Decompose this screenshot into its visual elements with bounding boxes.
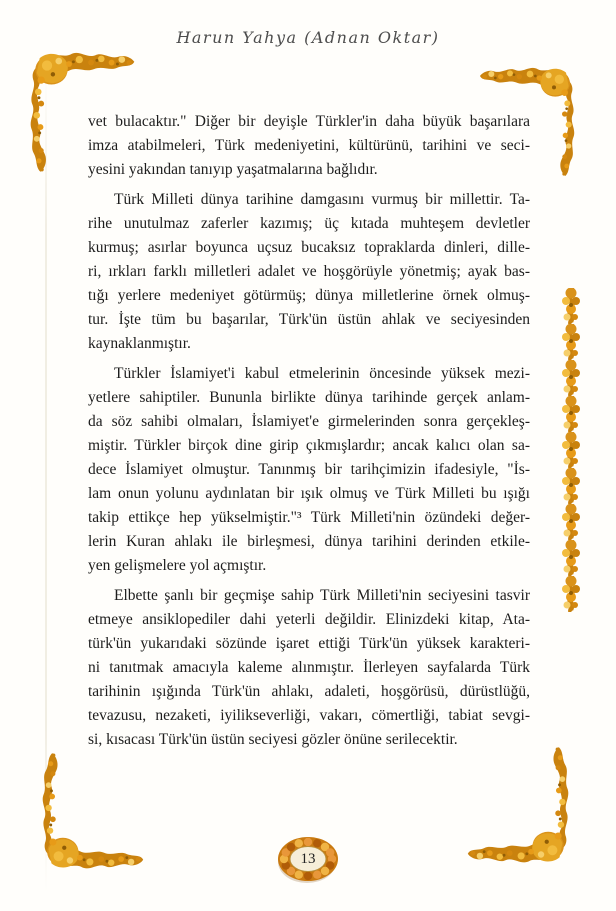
page-number: 13 [300, 851, 316, 867]
text-line: tığı yerlere medeniyet götürmüş; dünya milletlerine örnek olmuş- [88, 287, 530, 304]
text-line: miştir. Türkler birçok dine girip çıkmışlardır; ancak kalıcı olan sa- [88, 437, 530, 454]
running-header: Harun Yahya (Adnan Oktar) [176, 28, 440, 47]
page-number-badge [277, 836, 339, 884]
text-line: yen gelişmelere yol açmıştır. [88, 557, 267, 574]
text-line: ri, ırkları farklı milletleri adalet ve hoşgörüyle yönetmiş; ayak bas- [88, 263, 530, 280]
text-line: kurmuş; asırlar boyunca uçsuz bucaksız topraklarda dinleri, dille- [88, 239, 530, 256]
text-line: Elbette şanlı bir geçmişe sahip Türk Milleti'nin seciyesini tasvir [114, 587, 530, 604]
text-line: vet bulacaktır." Diğer bir deyişle Türkler'in daha büyük başarılara [88, 113, 530, 130]
paragraph [88, 188, 530, 356]
text-line: tarihinin ışığında Türk'ün ahlakı, adaleti, hoşgörüsü, dürüstlüğü, [88, 683, 530, 700]
text-line: rihe unutulmaz zaferler kazımış; üç kıtada muhteşem devletler [88, 215, 530, 232]
text-line: tur. İşte tüm bu başarılar, Türk'ün üstün ahlak ve seciyesinden [88, 311, 530, 328]
text-line: si, kısacası Türk'ün üstün seciyesi gözler önüne serilecektir. [88, 731, 458, 748]
paragraph [88, 584, 530, 752]
text-line: Türkler İslamiyet'i kabul etmelerinin öncesinde yüksek mezi- [114, 365, 530, 382]
text-line: tevazusu, nezaketi, iyilikseverliği, vakarı, cömertliği, tabiat sevgi- [88, 707, 530, 724]
text-line: dece İslamiyet olmuştur. Tanınmış bir tarihçimizin ifadesiyle, "İs- [88, 461, 530, 478]
text-line: da söz sahibi olmaları, İslamiyet'e girmelerinden sonra gerçekleş- [88, 413, 530, 430]
text-line: imza atabilmeleri, Türk medeniyetini, kültürünü, tarihini ve seci- [88, 137, 530, 154]
body-text [88, 110, 530, 758]
text-line: takip ettikçe hep yükselmiştir."³ Türk Milleti'nin özündeki değer- [88, 509, 530, 526]
text-line: lam onun yolunu aydınlatan bir ışık olmuş ve Türk Milleti bu ışığı [88, 485, 530, 502]
text-line: ni tanıtmak amacıyla kaleme alınmıştır. İlerleyen sayfalarda Türk [88, 659, 530, 676]
paragraph [88, 110, 530, 182]
text-line: yesini yakından tanıyıp yaşatmalarına bağlıdır. [88, 161, 378, 178]
text-line: türk'ün yukarıdaki sözünde işaret ettiği Türk'ün yüksek karakteri- [88, 635, 530, 652]
text-line: Türk Milleti dünya tarihine damgasını vurmuş bir millettir. Ta- [114, 191, 530, 208]
corner-ornament-bottom-left-icon [24, 751, 160, 879]
text-line: lerin Kuran ahlakı ile birleşmesi, dünya tarihini derinden etkile- [88, 533, 530, 550]
text-line: etmeye ansiklopediler dahi yeterli değildir. Elinizdeki kitap, Ata- [88, 611, 530, 628]
side-chain-ornament-icon [558, 288, 584, 612]
paragraph [88, 362, 530, 578]
corner-ornament-bottom-right-icon [456, 745, 582, 873]
text-line: yetlere sahiptiler. Bununla birlikte dünya tarihinde gerçek anlam- [88, 389, 530, 406]
text-line: kaynaklanmıştır. [88, 335, 191, 352]
